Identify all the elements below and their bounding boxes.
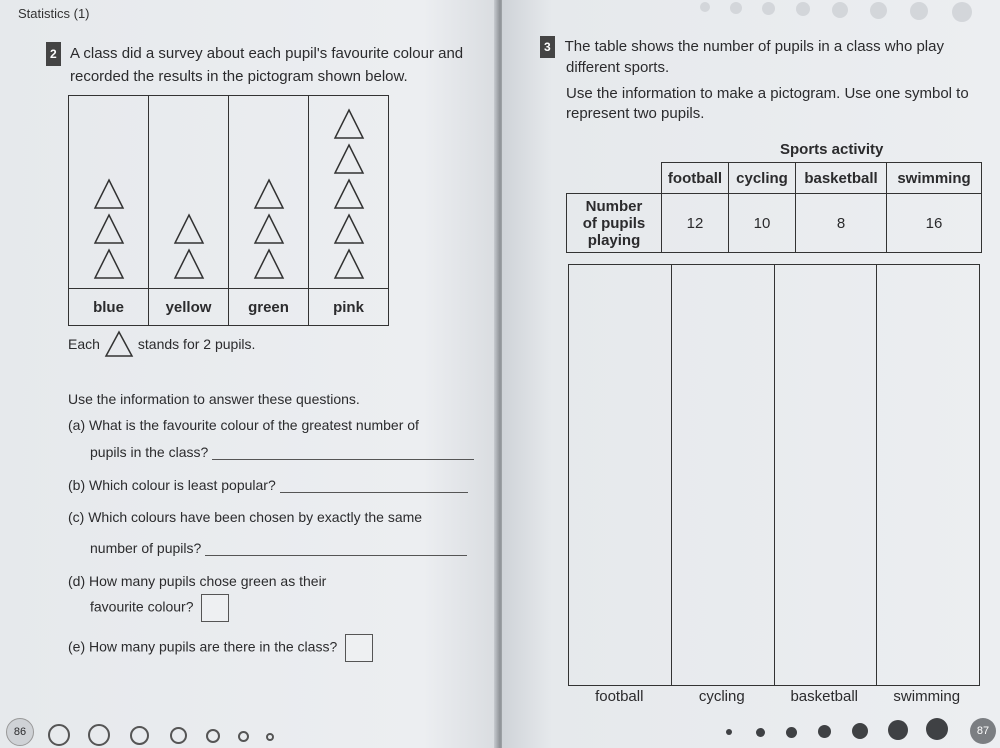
question-c <box>90 540 467 556</box>
questions-intro: Use the information to answer these questions. <box>68 391 360 407</box>
question-text: A class did a survey about each pupil's favourite colour and <box>70 45 464 62</box>
grid-label: basketball <box>790 688 859 705</box>
triangle-icon <box>333 178 365 210</box>
column-header-basketball: basketball <box>796 163 887 194</box>
question-2 <box>46 42 466 88</box>
grid-column-basketball[interactable] <box>774 265 877 685</box>
triangle-icon <box>333 213 365 245</box>
table-title: Sports activity <box>780 141 884 158</box>
grid-column-cycling[interactable] <box>671 265 774 685</box>
grid-column-football[interactable] <box>569 265 671 685</box>
pictogram-label: pink <box>309 289 389 326</box>
key-suffix: stands for 2 pupils. <box>137 336 256 352</box>
triangle-icon <box>333 143 365 175</box>
pictogram-label: blue <box>69 289 149 326</box>
question-a <box>90 444 474 460</box>
answer-line-b[interactable] <box>280 492 468 493</box>
question-c-line2: number of pupils? <box>90 540 202 556</box>
cell-swimming: 16 <box>887 194 982 253</box>
question-a-line1: (a) What is the favourite colour of the greatest number of <box>68 417 419 433</box>
row-header-line: Number <box>585 197 643 215</box>
question-a-line2: pupils in the class? <box>90 444 209 460</box>
grid-column-swimming[interactable] <box>876 265 979 685</box>
grid-label: swimming <box>893 688 961 705</box>
question-text: recorded the results in the pictogram shown below. <box>70 68 408 85</box>
sports-table <box>566 162 982 253</box>
triangle-icon <box>253 248 285 280</box>
pictogram-label: green <box>229 289 309 326</box>
triangle-icon <box>104 330 134 358</box>
question-text: The table shows the number of pupils in a class who play <box>564 38 944 55</box>
chapter-title: Statistics (1) <box>18 6 90 21</box>
pictogram-column-pink <box>309 96 389 289</box>
answer-line-a[interactable] <box>212 459 474 460</box>
triangle-icon <box>93 248 125 280</box>
triangle-icon <box>173 213 205 245</box>
cell-cycling: 10 <box>729 194 796 253</box>
row-header-line: of pupils <box>582 214 646 232</box>
key-prefix: Each <box>68 336 100 352</box>
colour-pictogram <box>68 95 389 326</box>
question-e <box>68 634 373 662</box>
column-header-football: football <box>662 163 729 194</box>
triangle-icon <box>253 178 285 210</box>
triangle-icon <box>173 248 205 280</box>
decorative-top-dots <box>640 0 1000 24</box>
pictogram-column-yellow <box>149 96 229 289</box>
question-d <box>90 594 229 622</box>
triangle-icon <box>93 213 125 245</box>
page-number-right: 87 <box>970 718 996 744</box>
cell-basketball: 8 <box>796 194 887 253</box>
triangle-icon <box>253 213 285 245</box>
pictogram-label: yellow <box>149 289 229 326</box>
answer-line-c[interactable] <box>205 555 467 556</box>
grid-label: cycling <box>698 688 745 705</box>
question-number: 2 <box>46 42 61 66</box>
question-b <box>68 477 468 493</box>
question-number: 3 <box>540 36 555 58</box>
instruction-text: represent two pupils. <box>566 105 705 122</box>
grid-labels <box>568 688 978 705</box>
answer-box-d[interactable] <box>201 594 229 622</box>
answer-box-e[interactable] <box>345 634 373 662</box>
triangle-icon <box>333 248 365 280</box>
page-number-left: 86 <box>6 718 34 746</box>
pictogram-key <box>68 330 255 358</box>
pictogram-column-blue <box>69 96 149 289</box>
question-e-text: (e) How many pupils are there in the class? <box>68 638 338 655</box>
table-corner <box>567 163 662 194</box>
question-d-line1: (d) How many pupils chose green as their <box>68 573 327 589</box>
pictogram-column-green <box>229 96 309 289</box>
question-c-line1: (c) Which colours have been chosen by exactly the same <box>68 509 423 525</box>
triangle-icon <box>93 178 125 210</box>
question-d-line2: favourite colour? <box>90 598 194 615</box>
column-header-swimming: swimming <box>887 163 982 194</box>
row-header-line: playing <box>587 231 641 249</box>
cell-football: 12 <box>662 194 729 253</box>
blank-pictogram-grid <box>568 264 980 686</box>
question-3 <box>540 36 970 124</box>
row-header <box>567 194 662 253</box>
question-text: different sports. <box>566 59 670 76</box>
question-b-text: (b) Which colour is least popular? <box>68 477 276 493</box>
triangle-icon <box>333 108 365 140</box>
instruction-text: Use the information to make a pictogram. Use one symbol to <box>566 85 969 102</box>
column-header-cycling: cycling <box>729 163 796 194</box>
grid-label: football <box>595 688 644 705</box>
